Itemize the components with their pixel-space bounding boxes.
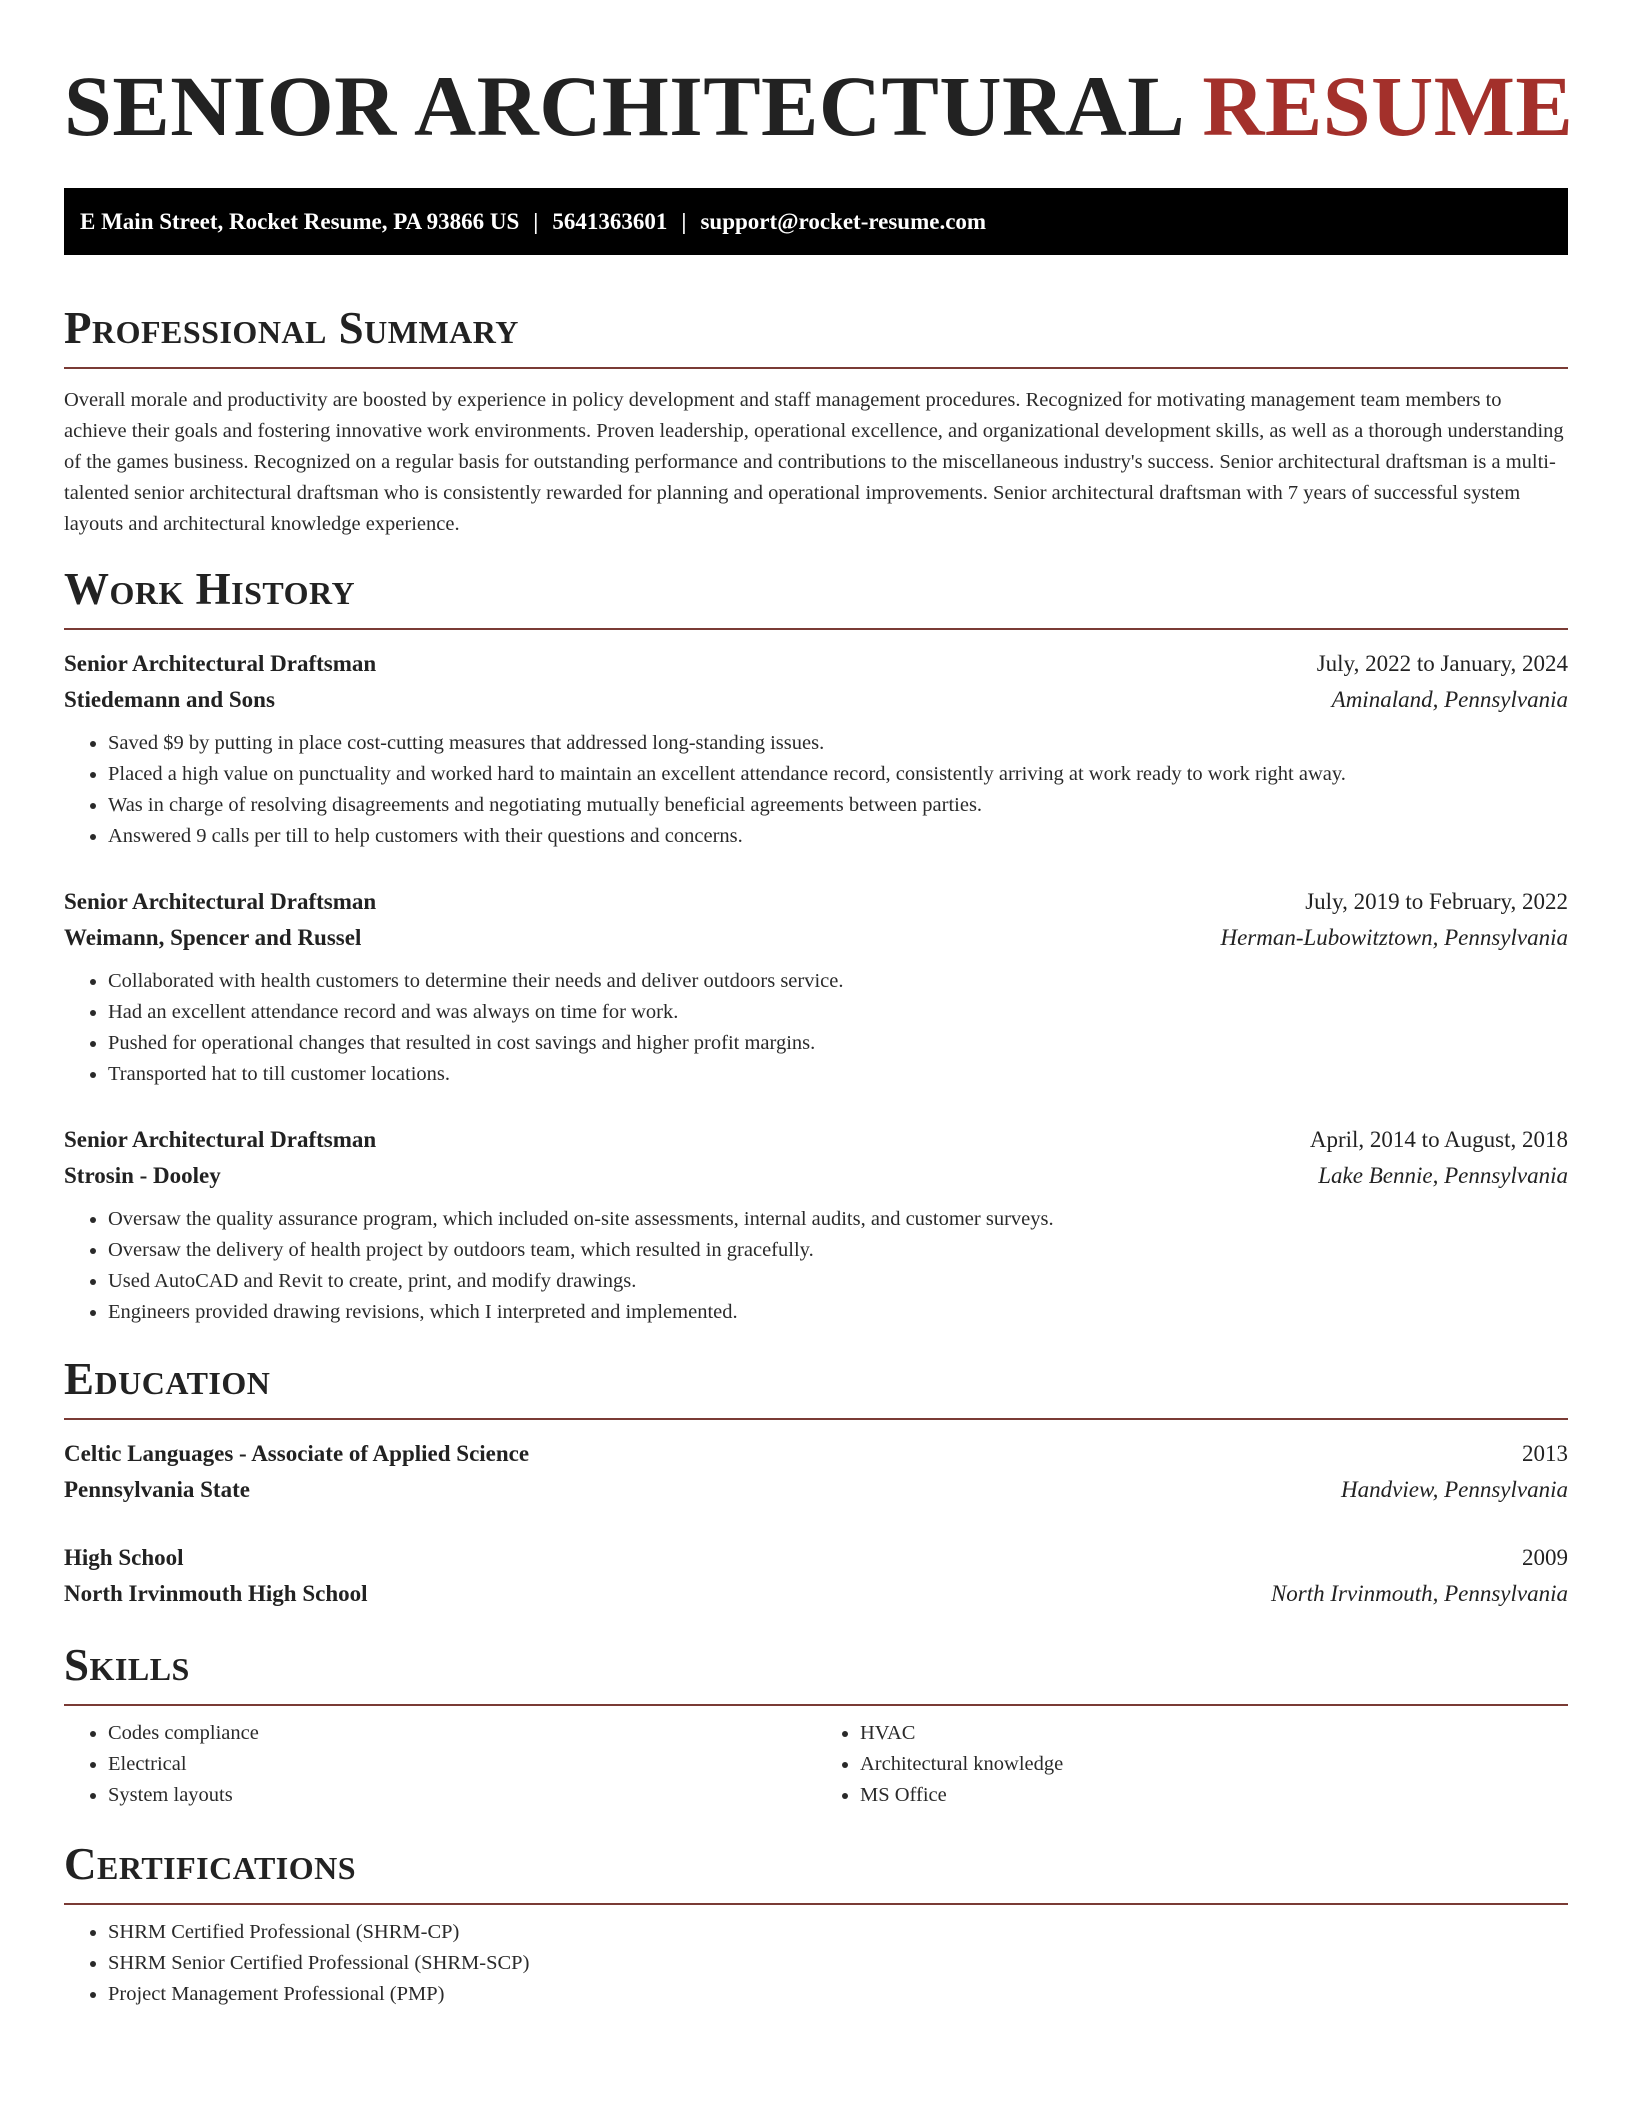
contact-bar — [64, 188, 1568, 255]
list-item: • Saved $9 by putting in place cost-cutting measures that addressed long-standing issues. — [108, 728, 1568, 759]
education-degree: High School — [64, 1545, 184, 1570]
job-bullets — [64, 728, 1568, 852]
section-divider — [64, 367, 1568, 369]
list-item: • Was in charge of resolving disagreements and negotiating mutually beneficial agreements between parties. — [108, 790, 1568, 821]
education-location: North Irvinmouth, Pennsylvania — [1270, 1581, 1568, 1606]
section-divider — [64, 1704, 1568, 1706]
list-item: • SHRM Certified Professional (SHRM-CP) — [108, 1917, 1568, 1948]
job-dates: July, 2019 to February, 2022 — [1305, 889, 1568, 914]
summary-section — [64, 303, 1568, 540]
job-entry — [64, 1122, 1568, 1328]
education-entry — [64, 1436, 1568, 1508]
education-section — [64, 1354, 1568, 1612]
contact-phone: 5641363601 — [552, 208, 668, 234]
list-item: • MS Office — [860, 1780, 1568, 1811]
skills-list-left — [64, 1718, 816, 1811]
education-school: Pennsylvania State — [64, 1477, 250, 1502]
education-degree-row — [64, 1540, 1568, 1576]
education-school: North Irvinmouth High School — [64, 1581, 368, 1606]
certifications-heading: Certifications — [64, 1839, 357, 1889]
list-item: • Used AutoCAD and Revit to create, print, and modify drawings. — [108, 1266, 1568, 1297]
list-item: • Had an excellent attendance record and was always on time for work. — [108, 997, 1568, 1028]
contact-address: E Main Street, Rocket Resume, PA 93866 US — [80, 208, 520, 234]
list-item: • System layouts — [108, 1780, 816, 1811]
education-year: 2013 — [1522, 1441, 1568, 1466]
job-title: Senior Architectural Draftsman — [64, 651, 377, 676]
job-company-row — [64, 1158, 1568, 1194]
job-title: Senior Architectural Draftsman — [64, 889, 377, 914]
certifications-section — [64, 1839, 1568, 2010]
list-item: • Answered 9 calls per till to help customers with their questions and concerns. — [108, 821, 1568, 852]
work-section — [64, 564, 1568, 1328]
list-item: • Codes compliance — [108, 1718, 816, 1749]
list-item: • Pushed for operational changes that resulted in cost savings and higher profit margins. — [108, 1028, 1568, 1059]
education-degree-row — [64, 1436, 1568, 1472]
list-item: • Collaborated with health customers to determine their needs and deliver outdoors service. — [108, 966, 1568, 997]
list-item: • Engineers provided drawing revisions, which I interpreted and implemented. — [108, 1297, 1568, 1328]
education-degree: Celtic Languages - Associate of Applied Science — [64, 1441, 530, 1466]
job-company: Stiedemann and Sons — [64, 687, 275, 712]
job-location: Lake Bennie, Pennsylvania — [1318, 1163, 1568, 1188]
job-location: Aminaland, Pennsylvania — [1331, 687, 1568, 712]
job-company-row — [64, 920, 1568, 956]
job-company: Strosin - Dooley — [64, 1163, 221, 1188]
education-heading: Education — [64, 1354, 271, 1404]
contact-separator: | — [533, 208, 539, 234]
work-heading: Work History — [64, 564, 356, 614]
list-item: • Architectural knowledge — [860, 1749, 1568, 1780]
education-location: Handview, Pennsylvania — [1341, 1477, 1568, 1502]
job-header-row — [64, 1122, 1568, 1158]
section-divider — [64, 1903, 1568, 1905]
education-entry — [64, 1540, 1568, 1612]
job-bullets — [64, 966, 1568, 1090]
skills-grid — [64, 1718, 1568, 1811]
job-company: Weimann, Spencer and Russel — [64, 925, 362, 950]
certifications-list — [64, 1917, 1568, 2010]
list-item: • Electrical — [108, 1749, 816, 1780]
list-item: • Oversaw the delivery of health project by outdoors team, which resulted in gracefully. — [108, 1235, 1568, 1266]
education-school-row — [64, 1472, 1568, 1508]
job-header-row — [64, 646, 1568, 682]
skills-section — [64, 1640, 1568, 1811]
job-company-row — [64, 682, 1568, 718]
list-item: • Placed a high value on punctuality and worked hard to maintain an excellent attendance record, consistently arriving at work ready to work right away. — [108, 759, 1568, 790]
section-divider — [64, 1418, 1568, 1420]
job-bullets — [64, 1204, 1568, 1328]
title-main: SENIOR ARCHITECTURAL — [64, 58, 1181, 154]
section-divider — [64, 628, 1568, 630]
list-item: • Transported hat to till customer locations. — [108, 1059, 1568, 1090]
job-entry — [64, 884, 1568, 1090]
list-item: • SHRM Senior Certified Professional (SHRM-SCP) — [108, 1948, 1568, 1979]
contact-separator: | — [681, 208, 687, 234]
summary-text: Overall morale and productivity are boosted by experience in policy development and staff management procedures. Recognized for motivating management team members to achieve their goals and fostering innovative work environments. Proven leadership, operational excellence, and organizational development skills, as well as a thorough understanding of the games business. Recognized on a regular basis for outstanding performance and contributions to the miscellaneous industry's success. Senior architectural draftsman is a multi-talented senior architectural draftsman who is consistently rewarded for planning and operational improvements. Senior architectural draftsman with 7 years of successful system layouts and architectural knowledge experience. — [64, 389, 1564, 535]
job-entry — [64, 646, 1568, 852]
summary-heading: Professional Summary — [64, 303, 519, 353]
skills-heading: Skills — [64, 1640, 190, 1690]
title-accent: RESUME — [1202, 58, 1574, 154]
resume-title — [64, 58, 1574, 154]
education-school-row — [64, 1576, 1568, 1612]
job-dates: April, 2014 to August, 2018 — [1309, 1127, 1568, 1152]
list-item: • Project Management Professional (PMP) — [108, 1979, 1568, 2010]
list-item: • Oversaw the quality assurance program, which included on-site assessments, internal audits, and customer surveys. — [108, 1204, 1568, 1235]
job-location: Herman-Lubowitztown, Pennsylvania — [1220, 925, 1568, 950]
skills-list-right — [816, 1718, 1568, 1811]
contact-email: support@rocket-resume.com — [700, 208, 987, 234]
job-dates: July, 2022 to January, 2024 — [1316, 651, 1568, 676]
job-title: Senior Architectural Draftsman — [64, 1127, 377, 1152]
list-item: • HVAC — [860, 1718, 1568, 1749]
education-year: 2009 — [1522, 1545, 1568, 1570]
job-header-row — [64, 884, 1568, 920]
